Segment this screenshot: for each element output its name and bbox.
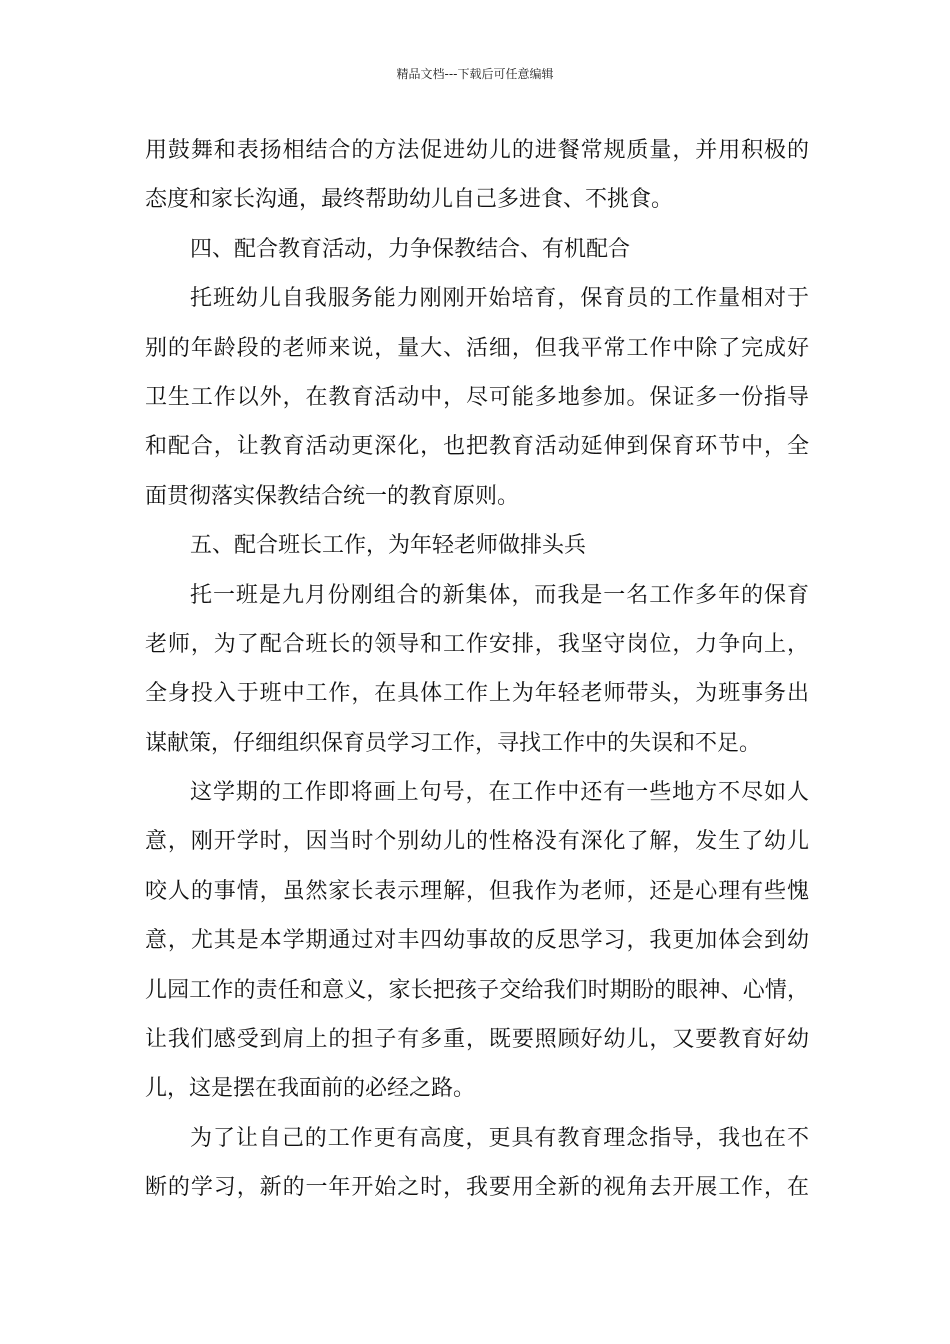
text-line: 全身投入于班中工作，在具体工作上为年轻老师带头，为班事务出 [145, 681, 809, 707]
text-line: 用鼓舞和表扬相结合的方法促进幼儿的进餐常规质量，并用积极的 [145, 138, 809, 163]
text-line: 这学期的工作即将画上句号，在工作中还有一些地方不尽如人 [190, 780, 809, 806]
text-line: 为了让自己的工作更有高度，更具有教育理念指导，我也在不 [190, 1125, 809, 1151]
page-header: 精品文档---下载后可任意编辑 [396, 67, 554, 81]
text-line: 托班幼儿自我服务能力刚刚开始培育，保育员的工作量相对于 [190, 286, 809, 312]
text-line: 咬人的事情，虽然家长表示理解，但我作为老师，还是心理有些愧 [145, 878, 809, 904]
text-line: 谋献策，仔细组织保育员学习工作，寻找工作中的失误和不足。 [145, 730, 762, 756]
text-line: 儿，这是摆在我面前的必经之路。 [145, 1076, 476, 1102]
text-line: 托一班是九月份刚组合的新集体，而我是一名工作多年的保育 [190, 582, 809, 608]
document-body [145, 126, 809, 1213]
text-line: 卫生工作以外，在教育活动中，尽可能多地参加。保证多一份指导 [145, 384, 809, 410]
text-line: 意，刚开学时，因当时个别幼儿的性格没有深化了解，发生了幼儿 [145, 829, 809, 855]
text-line: 断的学习，新的一年开始之时，我要用全新的视角去开展工作，在 [145, 1175, 809, 1201]
text-line: 老师，为了配合班长的领导和工作安排，我坚守岗位，力争向上， [145, 631, 809, 657]
text-line: 让我们感受到肩上的担子有多重，既要照顾好幼儿，又要教育好幼 [145, 1027, 809, 1053]
text-line: 儿园工作的责任和意义，家长把孩子交给我们时期盼的眼神、心情， [145, 977, 809, 1003]
text-line: 面贯彻落实保教结合统一的教育原则。 [145, 483, 520, 509]
text-line: 和配合，让教育活动更深化，也把教育活动延伸到保育环节中，全 [145, 434, 809, 460]
text-line: 意，尤其是本学期通过对丰四幼事故的反思学习，我更加体会到幼 [145, 928, 809, 954]
section-heading: 四、配合教育活动，力争保教结合、有机配合 [190, 236, 631, 262]
text-line: 态度和家长沟通，最终帮助幼儿自己多进食、不挑食。 [145, 187, 674, 213]
section-heading: 五、配合班长工作，为年轻老师做排头兵 [190, 533, 587, 559]
text-line: 别的年龄段的老师来说，量大、活细，但我平常工作中除了完成好 [145, 335, 809, 361]
